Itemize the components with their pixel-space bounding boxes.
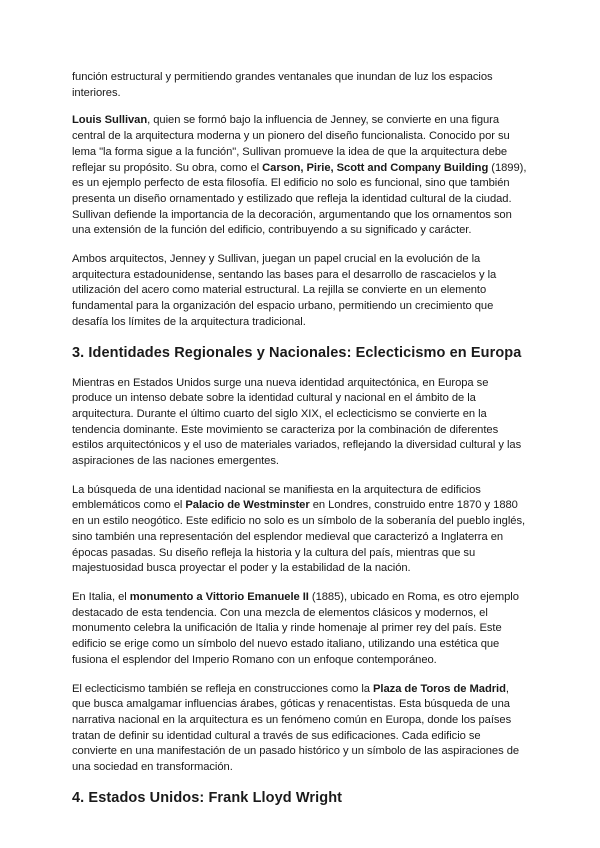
paragraph-text: La búsqueda de una identidad nacional se manifiesta en la arquitectura de edificios emblemáticos como el	[72, 483, 481, 512]
paragraph-text: en Londres, construido entre 1870 y 1880 en un estilo neogótico. Este edificio no solo es un símbolo de la soberanía del pueblo inglés, sino también una representación del esplendor medieval que caracterizó a Inglaterra en épocas pasadas. Su diseño refleja la historia y la cultura del país, mientras que su majestuosidad busca proyectar el poder y la estabilidad de la nación.	[72, 499, 526, 575]
paragraph-continuation	[72, 70, 528, 101]
bold-term: Palacio de Westminster	[185, 499, 310, 512]
bold-term: Plaza de Toros de Madrid	[373, 682, 506, 695]
paragraph-sullivan	[72, 113, 528, 239]
paragraph-text: función estructural y permitiendo grandes ventanales que inundan de luz los espacios interiores.	[72, 71, 493, 99]
section-heading-4: 4. Estados Unidos: Frank Lloyd Wright	[72, 789, 343, 806]
paragraph-text: , quien se formó bajo la influencia de Jenney, se convierte en una figura central de la arquitectura moderna y un pionero del diseño funcionalista. Conocido por su lema "la forma sigue a la función", Sullivan promueve la idea de que la arquitectura debe reflejar su propósito. Su obra, como el	[72, 114, 510, 174]
bold-term: monumento a Vittorio Emanuele II	[129, 590, 309, 603]
bold-term: Carson, Pirie, Scott and Company Building	[262, 161, 489, 174]
paragraph-westminster	[72, 483, 528, 577]
section-heading-3: 3. Identidades Regionales y Nacionales: Eclecticismo en Europa	[72, 344, 522, 361]
paragraph-text: El eclecticismo también se refleja en construcciones como la	[72, 682, 374, 695]
paragraph-eclecticism	[72, 376, 528, 470]
paragraph-jenney-sullivan	[72, 252, 528, 331]
paragraph-vittorio-emanuele	[72, 590, 528, 669]
paragraph-text: Ambos arquitectos, Jenney y Sullivan, juegan un papel crucial en la evolución de la arquitectura estadounidense, sentando las bases para el desarrollo de rascacielos y la utilización del acero como material estructural. La rejilla se convierte en un elemento fundamental para la organización del espacio urbano, permitiendo un crecimiento que desafía los límites de la arquitectura tradicional.	[72, 253, 497, 328]
page-body	[72, 70, 528, 821]
paragraph-text: (1899), es un ejemplo perfecto de esta filosofía. El edificio no solo es funcional, sino que también presenta un diseño ornamentado y estilizado que refleja la identidad cultural de la ciudad. Sullivan defiende la importancia de la decoración, argumentando que los ornamentos son una extensión de la función del edificio, contribuyendo a su significado y carácter.	[72, 161, 527, 237]
paragraph-plaza-toros	[72, 682, 528, 776]
bold-term: Louis Sullivan	[72, 114, 148, 127]
paragraph-text: (1885), ubicado en Roma, es otro ejemplo destacado de esta tendencia. Con una mezcla de elementos clásicos y modernos, el monumento celebra la unificación de Italia y rinde homenaje al primer rey del país. Este edificio se erige como un símbolo del nuevo estado italiano, utilizando una estética que fusiona el esplendor del Imperio Romano con un enfoque contemporáneo.	[72, 590, 519, 666]
paragraph-text: , que busca amalgamar influencias árabes, góticas y renacentistas. Esta búsqueda de una narrativa nacional en la arquitectura es un fenómeno común en Europa, donde los países tratan de definir su identidad cultural a través de sus edificaciones. Cada edificio se convierte en una manifestación de un pasado histórico y un símbolo de las aspiraciones de una sociedad en transformación.	[72, 682, 520, 774]
paragraph-text: En Italia, el	[72, 590, 130, 603]
paragraph-text: Mientras en Estados Unidos surge una nueva identidad arquitectónica, en Europa se produce un intenso debate sobre la identidad cultural y nacional en el ámbito de la arquitectura. Durante el último cuarto del siglo XIX, el eclecticismo se convierte en la tendencia dominante. Este movimiento se caracteriza por la combinación de diferentes estilos arquitectónicos y el uso de materiales variados, reflejando la diversidad cultural y las aspiraciones de las naciones emergentes.	[72, 376, 522, 468]
